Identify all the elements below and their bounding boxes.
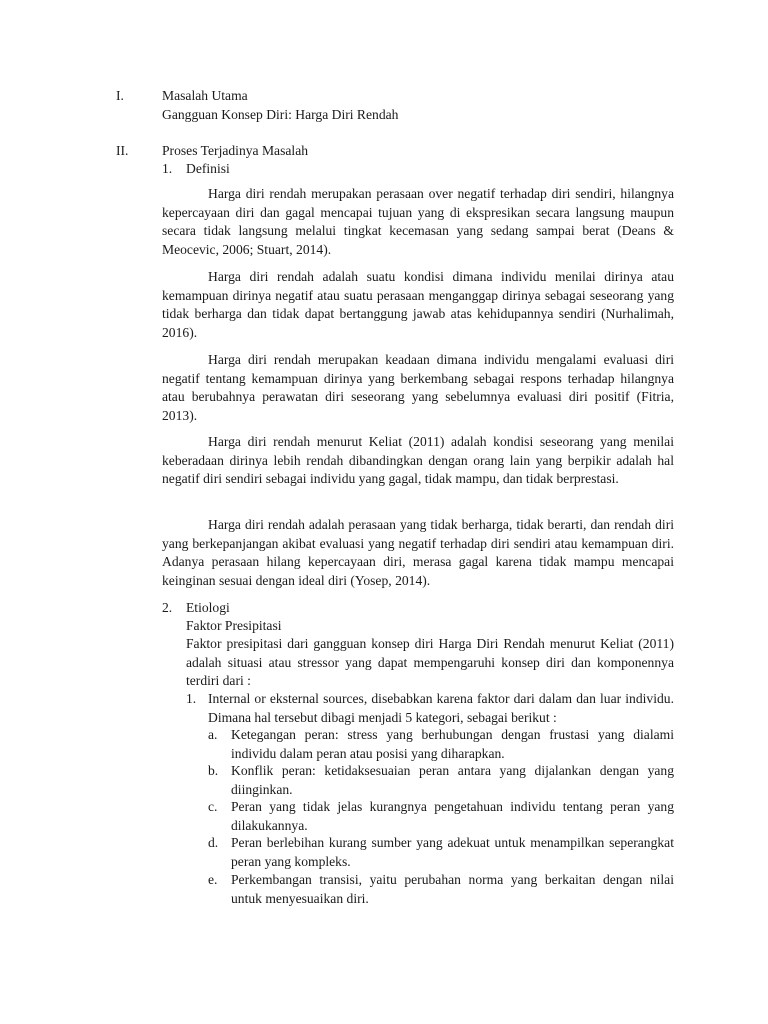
faktor-presipitasi-intro: Faktor presipitasi dari gangguan konsep diri Harga Diri Rendah menurut Keliat (2011) adalah situasi atau stressor yang dapat mempengaruhi konsep diri dan komponennya terdiri dari :	[186, 636, 674, 689]
list-item-a-letter: a.	[208, 727, 218, 742]
section-2-title: Proses Terjadinya Masalah	[162, 143, 309, 158]
definisi-heading: Definisi	[186, 161, 230, 176]
list-item-d: Peran berlebihan kurang sumber yang adekuat untuk menampilkan seperangkat peran yang kompleks.	[231, 835, 674, 869]
list-item-c-letter: c.	[208, 799, 218, 814]
list-item-d-letter: d.	[208, 835, 219, 850]
section-1-number: I.	[116, 88, 124, 103]
definition-paragraph-5: Harga diri rendah adalah perasaan yang tidak berharga, tidak berarti, dan rendah diri yang berkepanjangan akibat evaluasi yang negatif terhadap diri sendiri atau kemampuan diri. Adanya perasaan hilang kepercayaan diri, merasa gagal karena tidak mampu mencapai keinginan sesuai dengan ideal diri (Yosep, 2014).	[162, 517, 674, 588]
definisi-number: 1.	[162, 161, 173, 176]
definition-paragraph-1: Harga diri rendah merupakan perasaan over negatif terhadap diri sendiri, hilangnya kepercayaan diri dan gagal mencapai tujuan yang di ekspresikan secara langsung maupun secara tidak langsung melalui tingkat kecemasan yang sedang sampai berat (Deans & Meocevic, 2006; Stuart, 2014).	[162, 186, 674, 257]
etiologi-number: 2.	[162, 600, 173, 615]
list-item-a: Ketegangan peran: stress yang berhubungan dengan frustasi yang dialami individu dalam peran atau posisi yang diharapkan.	[231, 727, 674, 761]
list-item-b-letter: b.	[208, 763, 219, 778]
internal-sources-number: 1.	[186, 691, 197, 706]
definition-paragraph-2: Harga diri rendah adalah suatu kondisi dimana individu menilai dirinya atau kemampuan dirinya negatif atau suatu perasaan menganggap dirinya sebagai seseorang yang tidak berharga dan tidak dapat bertanggung jawab atas kehidupannya sendiri (Nurhalimah, 2016).	[162, 269, 674, 340]
list-item-e: Perkembangan transisi, yaitu perubahan norma yang berkaitan dengan nilai untuk menyesuaikan diri.	[231, 872, 674, 906]
etiologi-heading: Etiologi	[186, 600, 230, 615]
faktor-presipitasi-heading: Faktor Presipitasi	[186, 618, 282, 633]
section-1-content	[162, 87, 674, 124]
list-item-e-letter: e.	[208, 872, 218, 887]
definition-paragraph-3: Harga diri rendah merupakan keadaan dimana individu mengalami evaluasi diri negatif tentang kemampuan dirinya yang berkembang sebagai respons terhadap hilangnya atau berubahnya perawatan diri seseorang yang sebelumnya evaluasi diri positif (Fitria, 2013).	[162, 352, 674, 423]
list-item-c: Peran yang tidak jelas kurangnya pengetahuan individu tentang peran yang dilakukannya.	[231, 799, 674, 833]
section-1-title: Masalah Utama	[162, 88, 248, 103]
list-item-b: Konflik peran: ketidaksesuaian peran antara yang dijalankan dengan yang diinginkan.	[231, 763, 674, 797]
section-2-number: II.	[116, 143, 129, 158]
internal-sources-text: Internal or eksternal sources, disebabkan karena faktor dari dalam dan luar individu. Dimana hal tersebut dibagi menjadi 5 kategori, sebagai berikut :	[208, 691, 674, 725]
definition-paragraph-4: Harga diri rendah menurut Keliat (2011) adalah kondisi seseorang yang menilai keberadaan dirinya lebih rendah dibandingkan dengan orang lain yang berpikir adalah hal negatif diri sendiri sebagai individu yang gagal, tidak mampu, dan tidak berprestasi.	[162, 434, 674, 487]
section-1-subtitle: Gangguan Konsep Diri: Harga Diri Rendah	[162, 106, 399, 122]
